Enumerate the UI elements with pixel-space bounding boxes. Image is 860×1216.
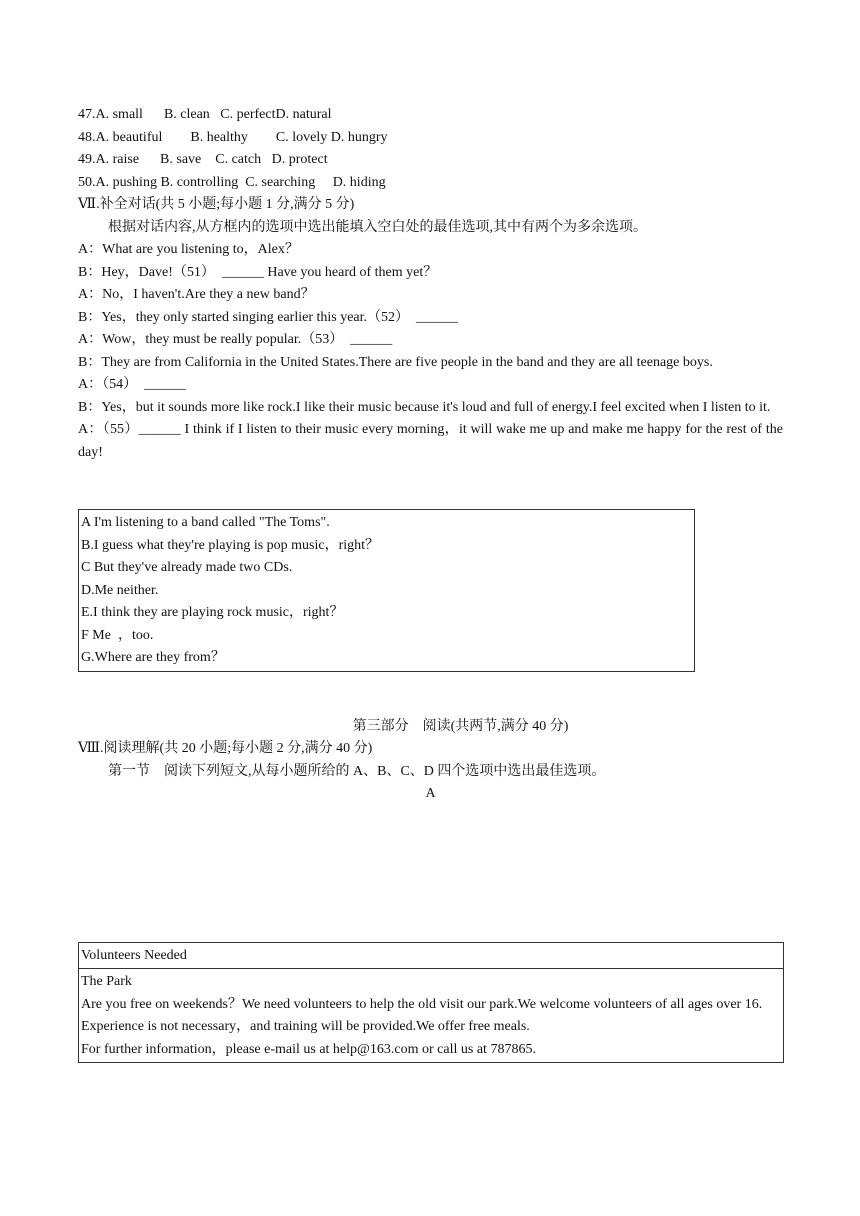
- section-7-instruction: 根据对话内容,从方框内的选项中选出能填入空白处的最佳选项,其中有两个为多余选项。: [108, 219, 647, 235]
- choice-item: C But they've already made two CDs.: [81, 560, 293, 575]
- section-7-title: Ⅶ.补全对话(共 5 小题;每小题 1 分,满分 5 分): [78, 197, 355, 212]
- choices-box: [78, 509, 695, 672]
- notice-line: The Park: [81, 974, 132, 989]
- section-1-instruction: 第一节 阅读下列短文,从每小题所给的 A、B、C、D 四个选项中选出最佳选项。: [108, 763, 606, 779]
- notice-line: Are you free on weekends？We need volunteers to help the old visit our park.We welcome volunteers of all ages over 16.: [81, 996, 763, 1012]
- notice-header: Volunteers Needed: [79, 943, 783, 969]
- choice-item: B.I guess what they're playing is pop music，right？: [81, 537, 380, 553]
- dialogue-line: A：（55）______ I think if I listen to their music every morning，it will wake me up and make me happy for the rest of the day!: [78, 422, 783, 460]
- dialogue-line: A：No，I haven't.Are they a new band？: [78, 287, 315, 302]
- option-line-50: 50.A. pushing B. controlling C. searching D. hiding: [78, 174, 386, 190]
- choice-item: D.Me neither.: [81, 582, 159, 598]
- dialogue-line: B：Yes，but it sounds more like rock.I like their music because it's loud and full of energy.I feel excited when I listen to it.: [78, 399, 771, 415]
- dialogue: [78, 239, 783, 464]
- option-line-48: 48.A. beautiful B. healthy C. lovely D. hungry: [78, 129, 388, 145]
- dialogue-line: B：Yes，they only started singing earlier this year.（52） ______: [78, 309, 459, 325]
- dialogue-line: A：What are you listening to，Alex？: [78, 242, 299, 257]
- passage-label: A: [425, 786, 436, 801]
- section-8-title: Ⅷ.阅读理解(共 20 小题;每小题 2 分,满分 40 分): [78, 741, 373, 756]
- choice-item: A I'm listening to a band called "The Toms".: [81, 515, 330, 530]
- notice-line: Experience is not necessary，and training will be provided.We offer free meals.: [81, 1019, 530, 1034]
- dialogue-line: A：Wow，they must be really popular.（53） ______: [78, 332, 393, 347]
- dialogue-line: B：Hey，Dave!（51） ______ Have you heard of them yet？: [78, 264, 438, 280]
- choice-item: E.I think they are playing rock music，right？: [81, 605, 344, 620]
- document-page: [78, 104, 783, 806]
- notice-line: For further information，please e-mail us at help@163.com or call us at 787865.: [81, 1041, 536, 1057]
- option-line-47: 47.A. small B. clean C. perfectD. natural: [78, 107, 332, 122]
- option-line-49: 49.A. raise B. save C. catch D. protect: [78, 152, 328, 167]
- choice-item: F Me ，too.: [81, 627, 154, 643]
- choice-item: G.Where are they from？: [81, 650, 225, 665]
- notice-body: [79, 969, 783, 1062]
- part-3-title: 第三部分 阅读(共两节,满分 40 分): [352, 718, 569, 734]
- option-list: [78, 104, 783, 194]
- dialogue-line: A：（54） ______: [78, 377, 187, 392]
- dialogue-line: B：They are from California in the United States.There are five people in the band and they are all teenage boys.: [78, 354, 713, 370]
- volunteers-notice: [78, 942, 784, 1063]
